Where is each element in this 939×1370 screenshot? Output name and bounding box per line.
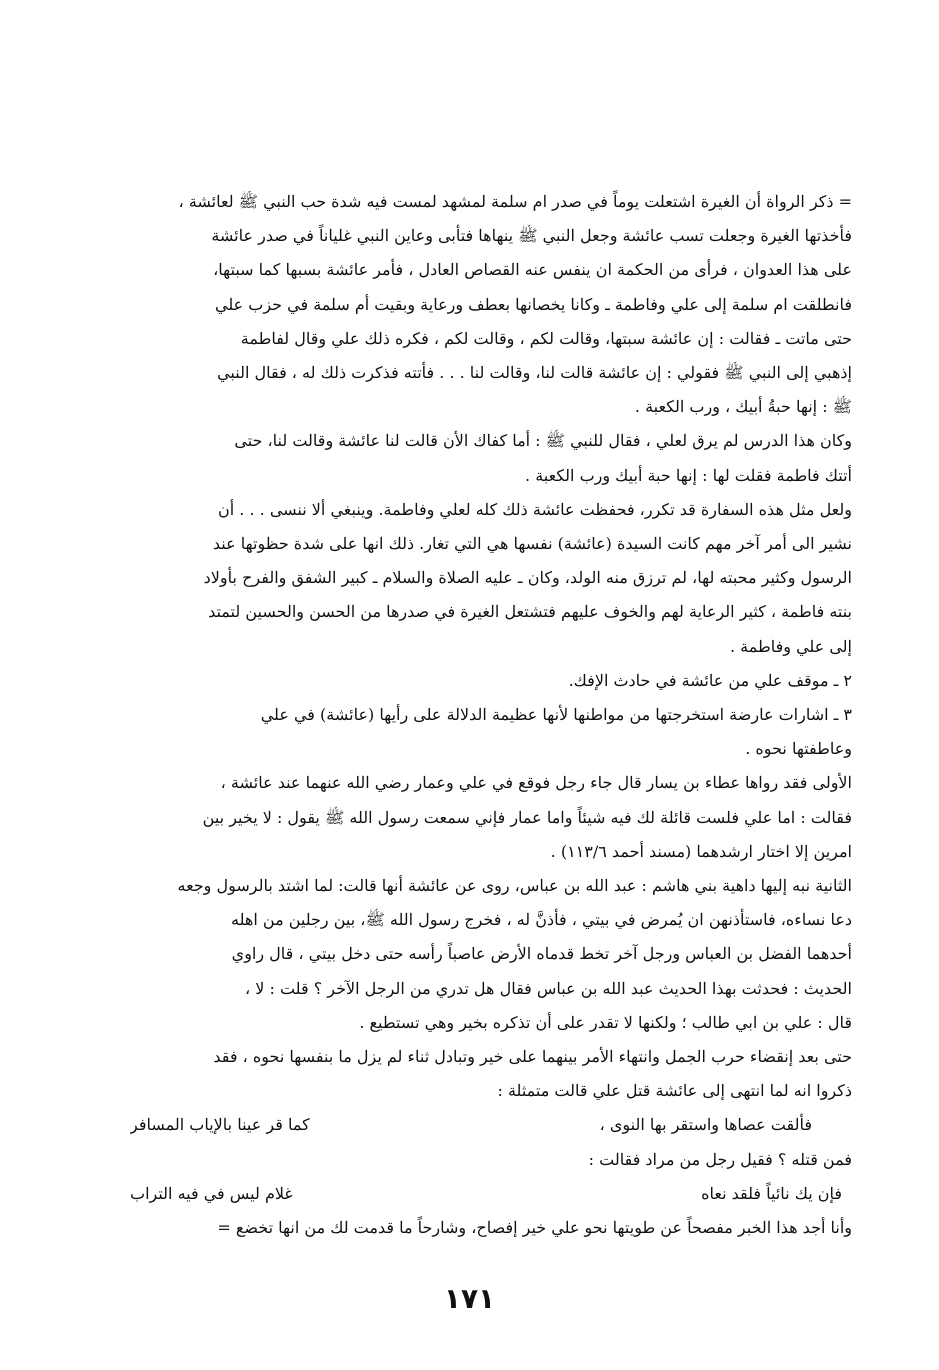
text-line: وعاطفتها نحوه .: [745, 739, 852, 759]
poetry-verse: [130, 1177, 852, 1211]
text-line: الأولى فقد رواها عطاء بن يسار قال جاء رجل فوقع في علي وعمار رضي الله عنهما عند عائشة ،: [220, 773, 852, 793]
page-text: [130, 185, 852, 1245]
text-line: الحديث : فحدثت بهذا الحديث عبد الله بن عباس فقال هل تدري من الرجل الآخر ؟ قلت : لا ،: [245, 978, 852, 998]
verse-first-hemistich: فإن يك نائياً فلقد نعاه: [701, 1183, 842, 1203]
text-line: حتى ماتت ـ فقالت : إن عائشة سبتها، وقالت لكم ، وقالت لكم ، فكره ذلك علي وقال لفاطمة: [240, 328, 852, 348]
text-line: أتتك فاطمة فقلت لها : إنها حبة أبيك ورب الكعبة .: [525, 465, 852, 485]
text-line: ٣ ـ اشارات عارضة استخرجتها من مواطنها لأنها عظيمة الدلالة على رأيها (عائشة) في علي: [260, 705, 852, 725]
text-line: امرين إلا اختار ارشدهما (مسند أحمد ١١٣/٦) .: [550, 841, 852, 861]
page-number: ١٧١: [443, 1282, 496, 1315]
text-line: وكان هذا الدرس لم يرق لعلي ، فقال للنبي ﷺ : أما كفاك الأن قالت لنا عائشة وقالت لنا، حتى: [234, 431, 852, 451]
text-line: حتى بعد إنقضاء حرب الجمل وانتهاء الأمر بينهما على خير وتبادل ثناء لم يزل ما بنفسها نحوه ، فقد: [213, 1047, 852, 1067]
text-line: ٢ ـ موقف علي من عائشة في حادث الإفك.: [568, 670, 852, 690]
text-line: أحدهما الفضل بن العباس ورجل آخر تخط قدماه الأرض عاصباً رأسه حتى دخل بيتي ، قال راوي: [231, 944, 852, 964]
text-line: بنته فاطمة ، كثير الرعاية لهم والخوف عليهم فتشتعل الغيرة في صدرها من الحسن والحسين لتمتد: [208, 602, 852, 622]
poetry-verse: [130, 1108, 852, 1142]
text-line: قال : علي بن ابي طالب ؛ ولكنها لا تقدر على أن تذكره بخير وهي تستطيع .: [359, 1012, 852, 1032]
text-line: ولعل مثل هذه السفارة قد تكرر، فحفظت عائشة ذلك كله لعلي وفاطمة. وينبغي ألا ننسى . . . أن: [218, 499, 852, 519]
text-line: = ذكر الرواة أن الغيرة اشتعلت يوماً في صدر ام سلمة لمشهد لمست فيه شدة حب النبي ﷺ لعائشة ،: [178, 192, 852, 211]
text-line: دعا نساءه، فاستأذنهن ان يُمرض في بيتي ، فأذنَّ له ، فخرج رسول الله ﷺ، بين رجلين من اهله: [231, 910, 852, 930]
verse-second-hemistich: كما قر عينا بالإياب المسافر: [130, 1115, 310, 1135]
text-line: ذكروا انه لما انتهى إلى عائشة قتل علي قالت متمثلة :: [497, 1081, 852, 1101]
text-line: فمن قتله ؟ فقيل رجل من مراد فقالت :: [588, 1149, 852, 1169]
verse-second-hemistich: غلام ليس في فيه التراب: [130, 1183, 293, 1203]
text-line: الرسول وكثير محبته لها، لم ترزق منه الولد، وكان ـ عليه الصلاة والسلام ـ كبير الشفق والفرح بأولاد: [203, 568, 852, 588]
text-line: فانطلقت ام سلمة إلى علي وفاطمة ـ وكانا يخصانها بعطف ورعاية وبقيت أم سلمة في حزب علي: [215, 294, 852, 314]
text-line: الثانية نبه إليها داهية بني هاشم : عبد الله بن عباس، روى عن عائشة أنها قالت: لما اشتد بالرسول وجعه: [177, 876, 852, 896]
text-line: فقالت : اما علي فلست قائلة لك فيه شيئاً واما عمار فإني سمعت رسول الله ﷺ يقول : لا يخير بين: [202, 807, 852, 827]
text-line: فأخذتها الغيرة وجعلت تسب عائشة وجعل النبي ﷺ ينهاها فتأبى وعاين النبي غلياناً في صدر عائشة: [211, 226, 852, 246]
text-line: إلى علي وفاطمة .: [730, 636, 852, 656]
text-line: إذهبي إلى النبي ﷺ فقولي : إن عائشة قالت لنا، وقالت لنا . . . فأتته فذكرت ذلك له ، فقال النبي: [217, 363, 852, 383]
text-line: على هذا العدوان ، فرأى من الحكمة ان ينفس عنه القصاص العادل ، فأمر عائشة بسبها كما سبتها،: [213, 260, 852, 280]
text-line: وأنا أجد هذا الخبر مفصحاً عن طويتها نحو علي خير إفصاح، وشارحاً ما قدمت لك من انها تخضع =: [217, 1218, 852, 1238]
text-line: ﷺ : إنها حبةُ أبيك ، ورب الكعبة .: [634, 397, 852, 417]
verse-first-hemistich: فألقت عصاها واستقر بها النوى ،: [599, 1115, 812, 1135]
text-line: نشير الى أمر آخر مهم كانت السيدة (عائشة) نفسها هي التي تغار. ذلك انها على شدة حظوتها عند: [212, 534, 852, 554]
